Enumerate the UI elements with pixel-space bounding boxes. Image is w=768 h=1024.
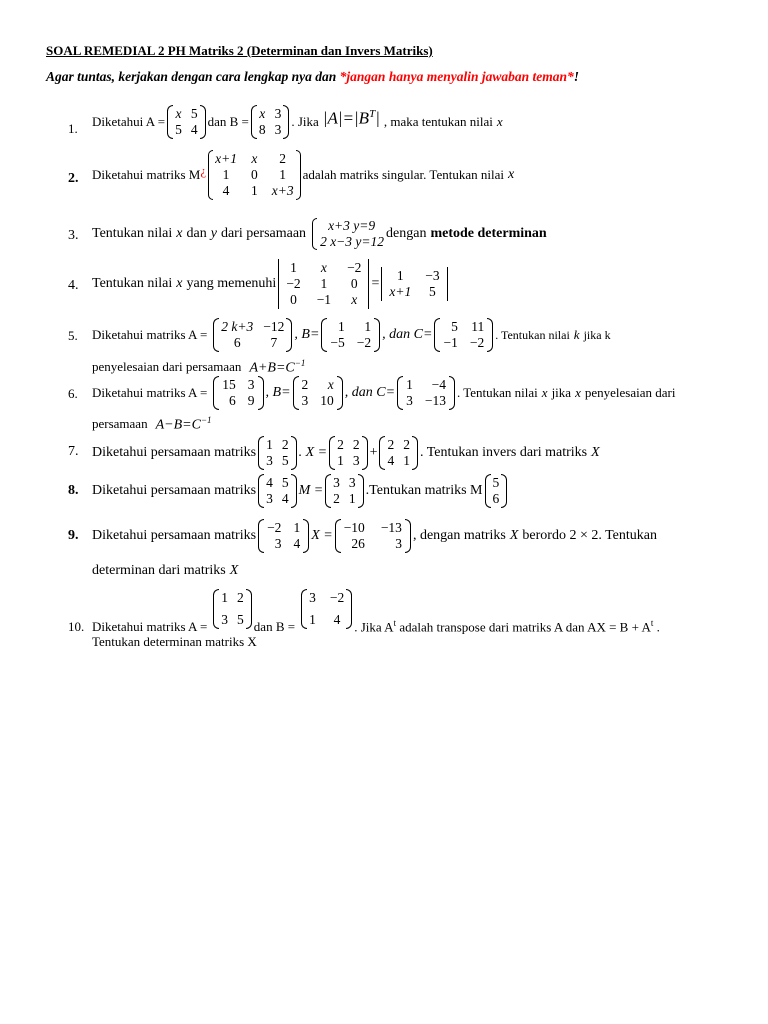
q9-matrix-p: −2 1 3 4 — [258, 519, 309, 553]
q4-determinant-left: 1 x −2 −2 1 0 0 −1 x — [278, 259, 369, 309]
q10-text-6: Tentukan determinan matriks X — [92, 634, 257, 649]
q1-variable: x — [496, 114, 503, 129]
q2-glyph: ¿ — [200, 163, 207, 178]
q3-method: metode determinan — [430, 226, 547, 241]
document-title: SOAL REMEDIAL 2 PH Matriks 2 (Determinan dan Invers Matriks) — [46, 43, 433, 58]
question-8-number: 8. — [68, 483, 79, 498]
question-9-line-2 — [92, 563, 238, 579]
q3-system: x+3 y=9 2 x−3 y=12 — [312, 218, 384, 250]
question-10 — [92, 589, 660, 637]
question-10-line-2 — [92, 634, 257, 650]
question-8 — [92, 474, 509, 508]
question-5-line-2 — [92, 358, 305, 377]
q5-text-4: penyelesaian dari persamaan — [92, 359, 242, 375]
question-7-number: 7. — [68, 444, 79, 459]
q8-text-1: Diketahui persamaan matriks — [92, 483, 257, 498]
q5-text-1: Diketahui matriks A = — [92, 327, 208, 342]
question-7 — [92, 436, 600, 470]
q9-variable: X — [509, 528, 519, 543]
q2-text-2: adalah matriks singular. Tentukan nilai — [302, 167, 504, 182]
q4-text-1: Tentukan nilai — [92, 276, 173, 291]
q7-variable: X — [591, 445, 600, 460]
q9-text-2: , dengan matriks — [412, 528, 506, 543]
question-9-number: 9. — [68, 528, 79, 543]
q5-variable: k — [573, 327, 580, 342]
q7-matrix-q: 2 2 1 3 — [329, 436, 368, 470]
q6-matrix-b: 2 x 3 10 — [293, 376, 343, 410]
q3-var-y: y — [210, 226, 217, 241]
q5-text-3: jika k — [583, 327, 611, 342]
q10-matrix-a: 1 2 3 5 — [213, 589, 252, 629]
q2-text-1: Diketahui matriks M — [92, 167, 201, 182]
q8-vector: 5 6 — [485, 474, 508, 508]
q4-text-2: yang memenuhi — [186, 276, 277, 291]
q1-matrix-b: x 3 8 3 — [251, 105, 290, 139]
q6-text-4: penyelesaian dari — [584, 385, 676, 400]
q5-matrix-b: 1 1 −5 −2 — [321, 318, 380, 352]
q7-text-1: Diketahui persamaan matriks — [92, 445, 257, 460]
q6-text-3: jika — [551, 385, 572, 400]
q3-text-3: dari persamaan — [220, 226, 307, 241]
instruction-text: Agar tuntas, kerjakan dengan cara lengkap nya dan — [46, 69, 340, 84]
q1-text-3: . Jika — [291, 114, 319, 129]
q9-variable-2: X — [229, 563, 239, 578]
question-9 — [92, 519, 657, 553]
q1-condition: $|A|=|B^T|$ — [322, 107, 380, 128]
q7-text-2: . Tentukan invers dari matriks — [419, 445, 588, 460]
q4-determinant-right: 1 −3 x+1 5 — [381, 267, 447, 301]
question-2 — [92, 150, 514, 200]
question-6 — [92, 376, 675, 410]
q3-text-2: dan — [186, 226, 207, 241]
q3-var-x: x — [176, 226, 183, 241]
question-5 — [92, 318, 611, 352]
q10-text-1: Diketahui matriks A = — [92, 619, 208, 634]
q5-matrix-a: 2 k+3 −12 6 7 — [213, 318, 292, 352]
q9-text-1: Diketahui persamaan matriks — [92, 528, 257, 543]
q6-matrix-c: 1 −4 3 −13 — [397, 376, 455, 410]
q9-text-3: berordo 2 × 2. Tentukan — [522, 528, 657, 543]
q8-matrix-p: 4 5 3 4 — [258, 474, 297, 508]
instruction — [46, 69, 579, 85]
question-2-number: 2. — [68, 171, 79, 186]
q5-c-label: , dan C= — [382, 327, 433, 342]
q7-matrix-p: 1 2 3 5 — [258, 436, 297, 470]
q6-text-1: Diketahui matriks A = — [92, 385, 208, 400]
instruction-end: ! — [573, 69, 579, 84]
question-3-number: 3. — [68, 228, 79, 243]
question-10-number: 10. — [68, 619, 85, 634]
q8-m-label: M = — [298, 483, 324, 498]
q9-x-label: X = — [311, 528, 333, 543]
question-1 — [92, 105, 503, 139]
q8-matrix-q: 3 3 2 1 — [325, 474, 364, 508]
q3-text-4: dengan — [386, 226, 427, 241]
q1-text-2: dan B = — [207, 114, 249, 129]
q5-matrix-c: 5 11 −1 −2 — [434, 318, 493, 352]
q7-x-label: . X = — [298, 445, 328, 460]
q3-text-1: Tentukan nilai — [92, 226, 173, 241]
q1-text-4: , maka tentukan nilai — [383, 114, 493, 129]
q5-equation: $A+B=C^{-1}$ — [249, 358, 306, 376]
q5-b-label: , B= — [294, 327, 320, 342]
q9-matrix-q: −10 −13 26 3 — [335, 519, 411, 553]
q6-matrix-a: 15 3 6 9 — [213, 376, 263, 410]
q6-equation: $A-B=C^{-1}$ — [155, 415, 212, 433]
q2-matrix-m: x+1 x 2 1 0 1 4 1 x+3 — [208, 150, 300, 200]
question-6-line-2 — [92, 415, 212, 434]
q5-text-2: . Tentukan nilai — [495, 327, 570, 342]
q2-variable: x — [507, 167, 515, 182]
q7-matrix-r: 2 2 4 1 — [379, 436, 418, 470]
q10-text-3: . Jika $A^t$ adalah transpose dari matriks A dan AX = $B + A^t$ . — [354, 617, 660, 634]
q6-b-label: , B= — [265, 385, 291, 400]
q6-variable-2: x — [575, 385, 581, 400]
q6-text-2: . Tentukan nilai — [456, 385, 538, 400]
q8-text-2: .Tentukan matriks M — [365, 483, 483, 498]
q10-text-2: dan B = — [253, 619, 296, 634]
question-3 — [92, 218, 547, 250]
instruction-warning: *jangan hanya menyalin jawaban teman* — [339, 69, 574, 84]
q6-c-label: , dan C= — [344, 385, 396, 400]
q1-text-1: Diketahui A = — [92, 114, 166, 129]
question-6-number: 6. — [68, 386, 78, 401]
q6-variable: x — [541, 385, 548, 400]
q1-matrix-a: x 5 5 4 — [167, 105, 206, 139]
q7-plus: + — [369, 445, 378, 460]
q4-variable: x — [176, 276, 183, 291]
q4-equals: = — [371, 276, 380, 291]
question-5-number: 5. — [68, 328, 78, 343]
question-1-number: 1. — [68, 121, 78, 136]
question-4-number: 4. — [68, 278, 79, 293]
q9-text-4: determinan dari matriks — [92, 563, 226, 578]
q10-matrix-b: 3 −2 1 4 — [301, 589, 352, 629]
q6-text-5: persamaan — [92, 416, 148, 432]
question-4 — [92, 259, 450, 309]
